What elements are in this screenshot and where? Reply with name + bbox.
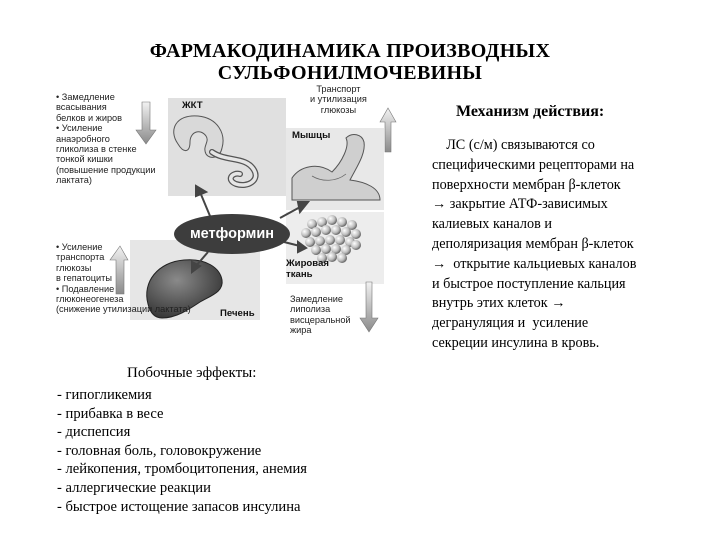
mechanism-text xyxy=(432,136,702,354)
liver-note-line: (снижение утилизации лактата) xyxy=(56,304,191,315)
gut-note-line: всасывания xyxy=(56,102,107,113)
fat-note-line: липолиза xyxy=(290,304,331,315)
mechanism-line: калиевых каналов и xyxy=(432,216,552,233)
mechanism-line: и быстрое поступление кальция xyxy=(432,275,626,292)
fat-down-arrow xyxy=(360,282,378,332)
mechanism-heading: Механизм действия: xyxy=(456,103,605,120)
side-effect-item: - гипогликемия xyxy=(57,387,152,403)
fat-label-line-1: Жировая xyxy=(286,258,329,269)
page-title xyxy=(90,40,610,84)
muscle-note-line: глюкозы xyxy=(320,104,357,115)
mechanism-line: → открытие кальциевых каналов xyxy=(432,255,637,272)
mechanism-line: специфическими рецепторами на xyxy=(432,156,635,173)
gut-notes xyxy=(56,92,155,186)
gut-label: ЖКТ xyxy=(182,100,203,111)
gut-note-line: анаэробного xyxy=(56,133,110,144)
muscle-notes xyxy=(310,84,367,115)
mechanism-line: → закрытие АТФ-зависимых xyxy=(432,196,608,213)
side-effects-list xyxy=(57,386,437,516)
mechanism-line: поверхности мембран β-клеток xyxy=(432,176,621,193)
fat-label-line-2: ткань xyxy=(286,269,313,280)
title-line-2: СУЛЬФОНИЛМОЧЕВИНЫ xyxy=(217,62,483,84)
metformin-label: метформин xyxy=(189,226,275,242)
liver-note-line: в гепатоциты xyxy=(56,273,112,284)
liver-note-line: • Подавление xyxy=(56,283,115,294)
fat-note-line: Замедление xyxy=(290,294,344,304)
fat-note-line: висцеральной xyxy=(290,314,351,325)
title-line-1: ФАРМАКОДИНАМИКА ПРОИЗВОДНЫХ xyxy=(149,40,551,62)
liver-note-line: • Усиление xyxy=(56,242,103,252)
gut-note-line: лактата) xyxy=(56,175,92,186)
fat-note-line: жира xyxy=(290,325,312,336)
mechanism-line: деполяризация мембран β-клеток xyxy=(432,235,634,252)
metformin-diagram xyxy=(50,82,400,344)
liver-label: Печень xyxy=(220,308,255,319)
gut-note-line: белков и жиров xyxy=(56,112,123,123)
side-effect-item: - аллергические реакции xyxy=(57,479,211,496)
muscles-label: Мышцы xyxy=(292,130,331,141)
gut-note-line: гликолиза в стенке xyxy=(56,144,137,155)
fat-label xyxy=(286,258,329,280)
side-effect-item: - быстрое истощение запасов инсулина xyxy=(57,498,301,515)
muscle-note-line: и утилизация xyxy=(310,94,367,105)
side-effects-heading: Побочные эффекты: xyxy=(127,365,257,381)
mechanism-line: дегрануляция и усиление xyxy=(432,315,589,332)
side-effect-item: - лейкопения, тромбоцитопения, анемия xyxy=(57,461,308,478)
gut-note-line: • Замедление xyxy=(56,92,115,102)
muscle-note-line: Транспорт xyxy=(316,84,361,94)
gut-note-line: (повышение продукции xyxy=(56,164,156,175)
side-effect-item: - диспепсия xyxy=(57,424,131,441)
liver-notes xyxy=(56,242,191,315)
side-effect-item: - головная боль, головокружение xyxy=(57,442,262,459)
liver-note-line: глюконеогенеза xyxy=(56,294,124,305)
gut-note-line: тонкой кишки xyxy=(56,154,113,165)
mechanism-line: внутрь этих клеток → xyxy=(432,295,566,312)
side-effect-item: - прибавка в весе xyxy=(57,405,164,422)
gut-note-line: • Усиление xyxy=(56,123,103,134)
mechanism-line: ЛС (с/м) связываются со xyxy=(432,137,595,153)
liver-note-line: транспорта xyxy=(56,252,105,263)
fat-notes xyxy=(290,294,351,336)
liver-note-line: глюкозы xyxy=(56,262,92,273)
mechanism-line: секреции инсулина в кровь. xyxy=(432,334,600,351)
